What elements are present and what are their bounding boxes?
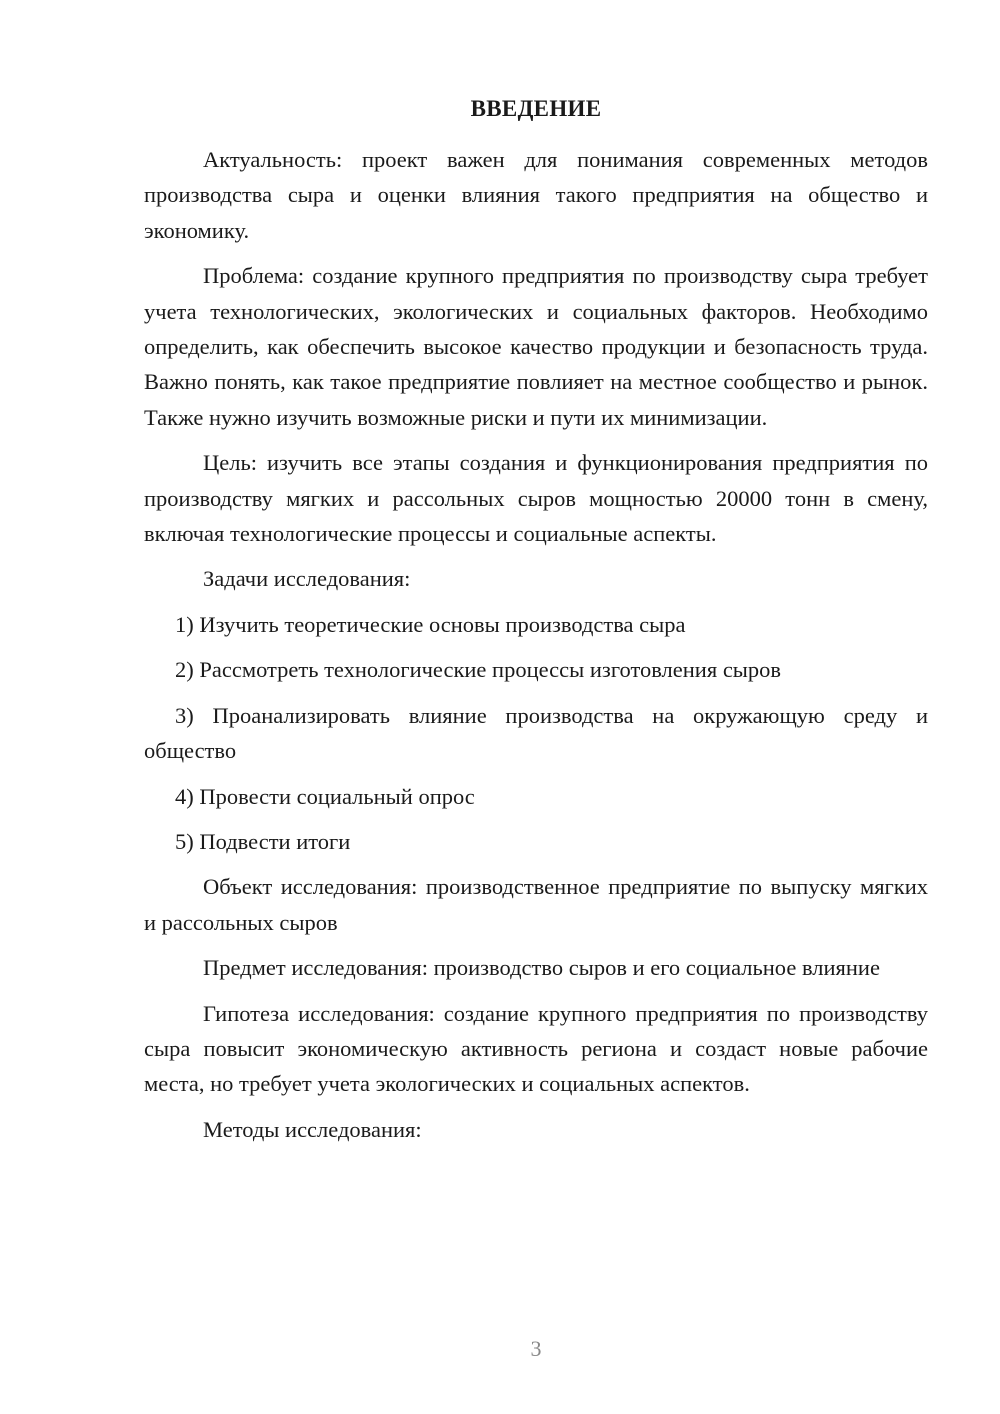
task-item-2: 2) Рассмотреть технологические процессы изготовления сыров — [175, 657, 782, 683]
paragraph-subject: Предмет исследования: производство сыров и его социальное влияние — [203, 955, 880, 981]
paragraph-relevance: Актуальность: проект важен для понимания современных методов производства сыра и оценки влияния такого предприятия на общество и экономику. — [144, 147, 928, 243]
paragraph-hypothesis: Гипотеза исследования: создание крупного предприятия по производству сыра повысит экономическую активность региона и создаст новые рабочие места, но требует учета экологических и социальных аспектов. — [144, 1000, 928, 1097]
paragraph-object: Объект исследования: производственное предприятие по выпуску мягких и рассольных сыров — [144, 874, 928, 935]
task-item-1: 1) Изучить теоретические основы производства сыра — [175, 611, 686, 637]
task-item-3: 3) Проанализировать влияние производства на окружающую среду и общество — [144, 702, 928, 764]
task-item-5: 5) Подвести итоги — [175, 828, 351, 854]
document-body — [144, 142, 928, 1157]
page-number: 3 — [530, 1336, 542, 1361]
section-heading: ВВЕДЕНИЕ — [470, 96, 602, 121]
task-item-4: 4) Провести социальный опрос — [175, 783, 475, 809]
paragraph-tasks-intro: Задачи исследования: — [203, 566, 411, 592]
paragraph-methods-intro: Методы исследования: — [203, 1116, 422, 1142]
paragraph-goal: Цель: изучить все этапы создания и функционирования предприятия по производству мягких и рассольных сыров мощностью 20000 тонн в смену, включая технологические процессы и социальные аспекты. — [144, 450, 928, 547]
paragraph-problem: Проблема: создание крупного предприятия по производству сыра требует учета технологических, экологических и социальных факторов. Необходимо определить, как обеспечить высокое качество продукции и безопасность труда. Важно понять, как такое предприятие повлияет на местное сообщество и рынок. Также нужно изучить возможные риски и пути их минимизации. — [144, 263, 928, 430]
